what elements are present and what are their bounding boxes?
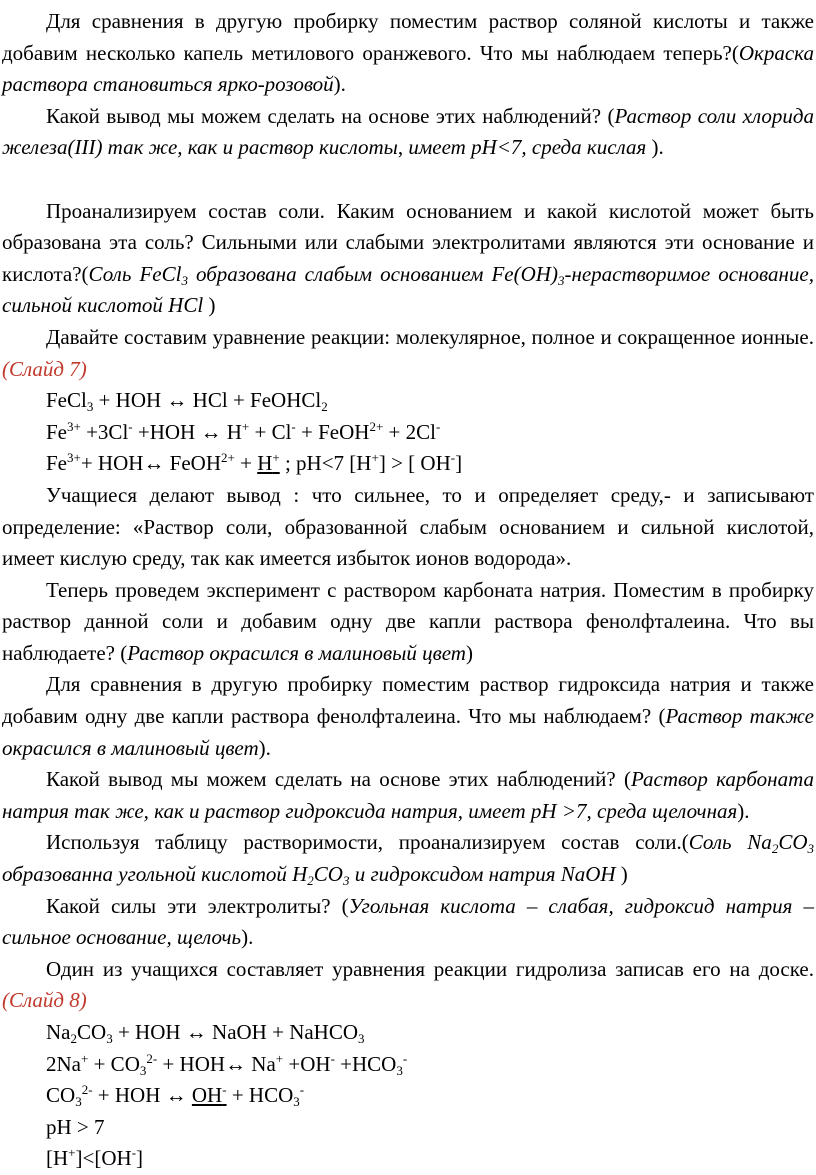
paragraph-salt-analysis: Проанализируем состав соли. Каким основанием и какой кислотой может быть образована эта соль? Сильными или слабыми электролитами являются эти основание и кислота?(Соль FeCl$_3$ образована слабым основанием $Fe(OH)_3$-нерастворимое основание, сильной кислотой HCl )	[2, 198, 814, 318]
answer-text: Соль $Na_2CO_3$ образованна угольной кислотой $H_2CO_3$ и гидроксидом натрия NaOH	[2, 830, 814, 889]
equation-short-ionic-na2co3: $CO_3^{2-}$ + HOH ↔ $OH^- + HCO_3^-$	[46, 1082, 305, 1110]
ph-statement: pH > 7	[46, 1114, 105, 1139]
paragraph-electrolyte-strength: Какой силы эти электролиты? (Угольная кислота – слабая, гидроксид натрия – сильное основание, щелочь).	[2, 893, 814, 950]
answer-text: Угольная кислота – слабая, гидроксид натрия – сильное основание, щелочь	[2, 893, 814, 950]
paragraph-conclusion-na2co3: Какой вывод мы можем сделать на основе этих наблюдений? (Раствор карбоната натрия так же, как и раствор гидроксида натрия, имеет pH >7, среда щелочная).	[2, 767, 814, 823]
paragraph-conclusion-fecl3: Какой вывод мы можем сделать на основе этих наблюдений? (Раствор соли хлорида железа(III) так же, как и раствор кислоты, имеет pH<7, среда кислая ).	[2, 103, 814, 160]
answer-text: Раствор окрасился в малиновый цвет	[127, 640, 466, 665]
answer-text: Соль FeCl$_3$ образована слабым основанием $Fe(OH)_3$-нерастворимое основание, сильной кислотой HCl	[2, 261, 814, 318]
answer-text: Раствор карбоната натрия так же, как и раствор гидроксида натрия, имеет pH >7, среда щелочная	[2, 767, 814, 823]
answer-text: имеет pH<7, среда кислая	[408, 135, 647, 160]
equation-molecular-na2co3: $Na_2CO_3$ + HOH ↔ NaOH + NaHCO$_3$	[46, 1020, 365, 1046]
answer-text: Раствор также окрасился в малиновый цвет	[2, 704, 814, 760]
paragraph-hcl-comparison: Для сравнения в другую пробирку поместим раствор соляной кислоты и также добавим несколько капель метилового оранжевого. Что мы наблюдаем теперь?(Окраска раствора становиться ярко-розовой).	[2, 9, 814, 97]
paragraph-reaction-intro: Давайте составим уравнение реакции: молекулярное, полное и сокращенное ионные. (Слайд 7)	[2, 324, 814, 381]
ion-concentration-comparison: [H+]<[OH-]	[46, 1145, 144, 1171]
equation-full-ionic-fecl3: $Fe^{3+} +3Cl^- +HOH$ ↔ H+ + Cl- + FeOH$^{2+}$ + 2Cl-	[46, 418, 441, 444]
paragraph-hydrolysis-intro: Один из учащихся составляет уравнения реакции гидролиза записав его на доске. (Слайд 8)	[2, 956, 814, 1013]
equation-short-ionic-fecl3: $Fe^{3+}+$ HOH↔ FeOH$^{2+}$ + H+ ; pH<7 [H+] > [ OH-]	[46, 450, 463, 476]
equation-full-ionic-na2co3: $2Na^+ + CO_3^{2-}$ + HOH↔ $Na^+ +OH^- +HCO_3^-$	[46, 1050, 408, 1078]
paragraph-solubility-analysis: Используя таблицу растворимости, проанализируем состав соли.(Соль $Na_2CO_3$ образованна угольной кислотой $H_2CO_3$ и гидроксидом натрия NaOH )	[2, 830, 814, 889]
slide-reference: (Слайд 8)	[2, 988, 87, 1013]
answer-text: Раствор соли хлорида железа(III) так же, как и раствор кислоты	[2, 103, 814, 160]
paragraph-acidic-definition: Учащиеся делают вывод : что сильнее, то и определяет среду,- и записывают определение: «Раствор соли, образованной слабым основанием и сильной кислотой, имеет кислую среду, так как имеется избыток ионов водорода».	[2, 482, 814, 571]
paragraph-naoh-comparison: Для сравнения в другую пробирку поместим раствор гидроксида натрия и также добавим одну две капли раствора фенолфталеина. Что мы наблюдаем? (Раствор также окрасился в малиновый цвет).	[2, 672, 814, 760]
slide-reference: (Слайд 7)	[2, 356, 87, 381]
paragraph-na2co3-experiment: Теперь проведем эксперимент с раствором карбоната натрия. Поместим в пробирку раствор данной соли и добавим одну две капли раствора фенолфталеина. Что вы наблюдаете? (Раствор окрасился в малиновый цвет)	[2, 577, 814, 665]
answer-text: Окраска раствора становиться ярко-розовой	[2, 40, 814, 97]
equation-molecular-fecl3: FeCl$_3$ + HOH ↔ HCl + FeOHCl$_2$	[46, 388, 328, 415]
